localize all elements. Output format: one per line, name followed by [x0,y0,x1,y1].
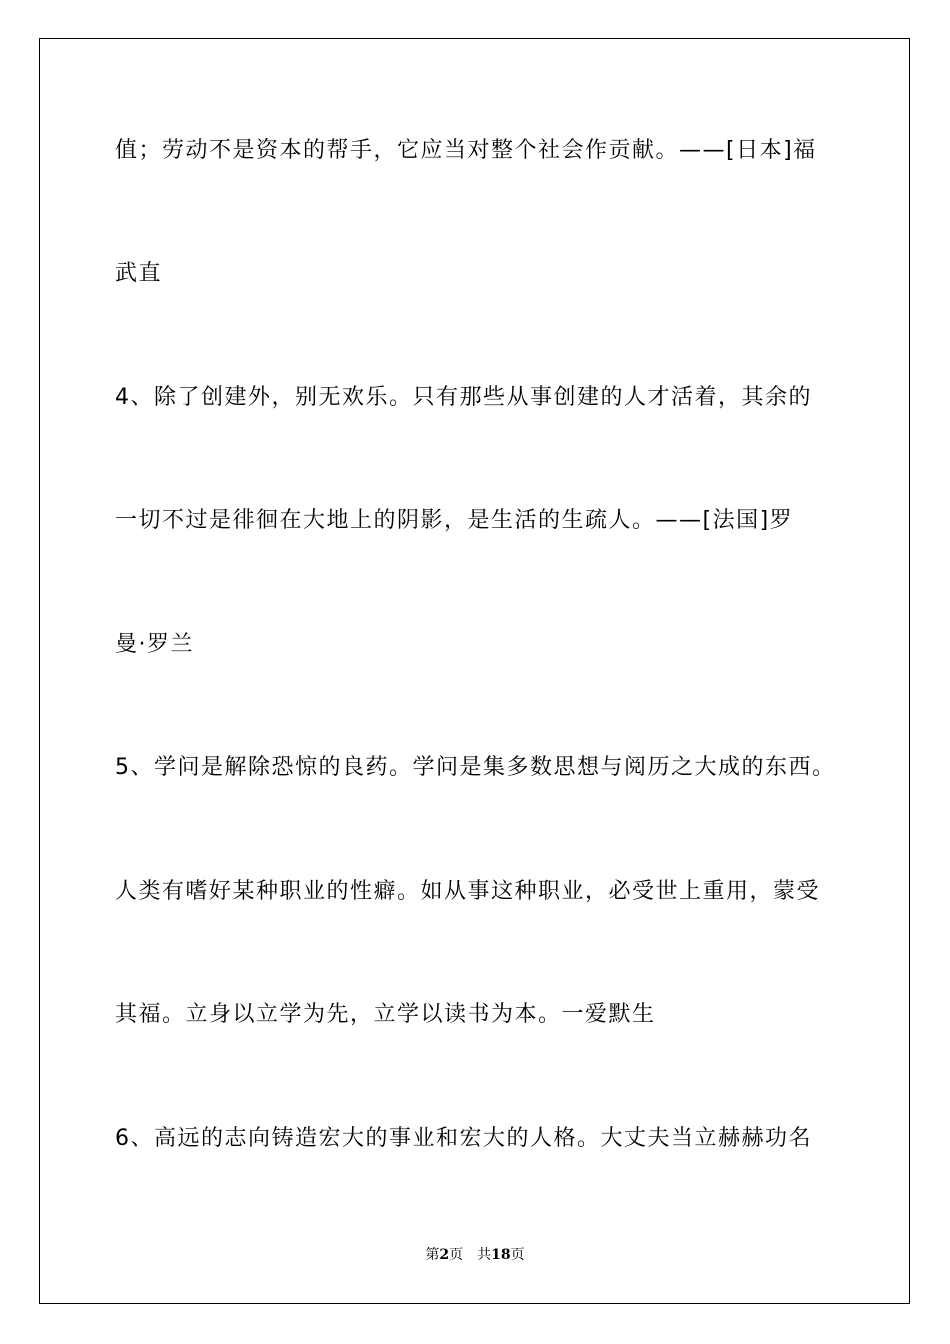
page-number: 2 [439,1247,450,1263]
body-text-line: 人类有嗜好某种职业的性癖。如从事这种职业，必受世上重用，蒙受 [115,879,821,904]
total-prefix: 共 [477,1247,492,1263]
page-border [39,38,910,1304]
page-suffix: 页 [449,1247,464,1263]
total-pages: 18 [491,1247,511,1263]
body-text-line: 值；劳动不是资本的帮手，它应当对整个社会作贡献。——[日本]福 [115,138,817,163]
body-text-line: 其福。立身以立学为先，立学以读书为本。一爱默生 [115,1002,656,1027]
body-text-line: 一切不过是徘徊在大地上的阴影，是生活的生疏人。——[法国]罗 [115,508,794,533]
body-text-line: 曼·罗兰 [115,632,194,657]
body-text-line: 武直 [115,261,163,286]
total-suffix: 页 [510,1247,525,1263]
page-footer [0,1246,950,1264]
page-prefix: 第 [425,1247,440,1263]
body-text-line: 6、高远的志向铸造宏大的事业和宏大的人格。大丈夫当立赫赫功名 [115,1126,812,1151]
body-text-line: 4、除了创建外，别无欢乐。只有那些从事创建的人才活着，其余的 [115,385,812,410]
body-text-line: 5、学问是解除恐惊的良药。学问是集多数思想与阅历之大成的东西。 [115,755,836,780]
